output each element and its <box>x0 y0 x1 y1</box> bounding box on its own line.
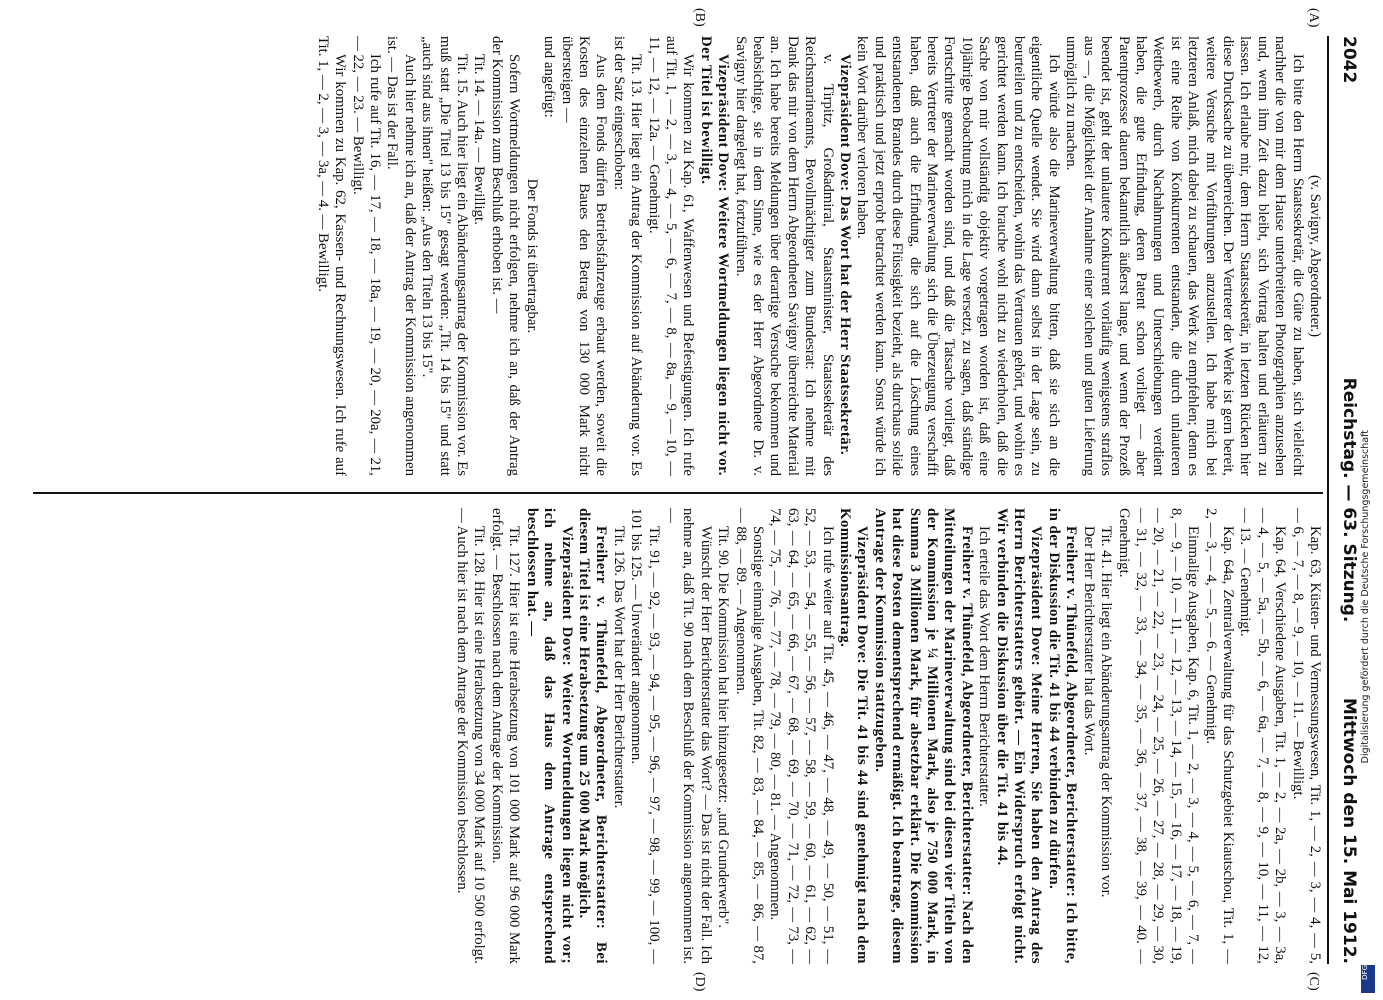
speaker-paragraph: Freiherr v. Thünefeld, Abgeordneter, Berichterstatter: Ich bitte, in der Diskussion die Tit. 41 bis 44 verbinden zu dürfen. <box>1045 508 1080 964</box>
paragraph: Tit. 127. Hier ist eine Herabsetzung von 101 000 Mark auf 96 000 Mark erfolgt. — Beschlossen nach dem Antrage der Kommission. <box>488 508 523 964</box>
quoted-paragraph: Aus dem Fonds dürfen Betriebsfahrzeuge erbaut werden, soweit die Kosten des einzelnen Baues den Betrag von 130 000 Mark nicht übersteigen — <box>558 36 610 476</box>
margin-letter-c: (C) <box>1306 972 1321 991</box>
paragraph: Ich bitte den Herrn Staatssekretär, die Güte zu haben, sich vielleicht nachher die von mir dem Hause unterbreiteten Photographien anzusehen und, wenn ihm Zeit dazu bleibt, sich Vortrag halten und erläutern zu lassen. Ich erlaube mir, dem Herrn Staatssekretär, in letzten Rücken hier diese Drucksache zu überreichen. Der Vertreter der Werke ist gern bereit, weitere Versuche mit Vorführungen anzustellen. Ich habe mich bei letzteren Anlaß, mich dabei zu schauen, das Werk zu empfehlen; denn es ist eine Reihe von Konkurrenten entstanden, die durch unlauteren Wettbewerb, durch Nachahmungen und Unterschiebungen verdient haben, die gute Erfindung, deren Patent schon vorliegt — aber Patentprozesse dauern bekanntlich äußerst lange, und wenn der Prozeß beendet ist, geht der unlautere Konkurrent vorläufig wenigstens straflos aus —, die Möglichkeit der Annahme einer solchen und guten Lieferung unmöglich zu machen. <box>1063 36 1306 476</box>
speaker-paragraph: Freiherr v. Thünefeld, Abgeordneter, Berichterstatter: Bei diesem Titel ist eine Herabsetzung um 25 000 Mark möglich. <box>575 508 610 964</box>
header-rule <box>1327 36 1329 964</box>
paragraph: Tit. 15. Auch hier liegt ein Abänderungsantrag der Kommission vor. Es muß statt „Die Titel 13 bis 15" gesagt werden: „Tit. 14 bis 15" und statt „auch sind aus ihnen" heißen: „Aus den Titeln 13 bis 15". <box>419 36 471 476</box>
page-number: 2042 <box>1339 36 1359 84</box>
paragraph: Ich würde also die Marineverwaltung bitten, daß sie sich an die eigentliche Quelle wendet. Sie wird dann selbst in der Lage sein, zu beurteilen und zu entscheiden, wohin das Vertrauen gehört, und wohin es gerichtet werden kann. Ich brauche wohl nicht zu wiederholen, daß die Sache von mir vollständig objektiv vorgetragen worden ist, daß eine 10jährige Beobachtung mich in die Lage versetzt, zu sagen, daß ständige Fortschritte gemacht worden sind, und daß die Tatsache vorliegt, daß bereits Vertreter der Marineverwaltung sich die Überzeugung verschafft haben, daß auch die Erfindung, die sich auf die Löschung eines entstandenen Brandes durch diese Flüssigkeit bezieht, als durchaus solide und praktisch und jetzt erprobt betrachtet werden kann. Sonst würde ich kein Wort darüber verloren haben. <box>854 36 1062 476</box>
page-title: Reichstag. — 63. Sitzung. <box>1339 377 1359 623</box>
paragraph: Tit. 91, — 92, — 93, — 94, — 95, — 96, — 97, — 98, — 99, — 100, — 101 bis 125. — Unverändert angenommen. <box>628 508 662 964</box>
paragraph: und angefügt: <box>541 36 558 118</box>
paragraph: Wir kommen zu Kap. 62, Kassen- und Rechnungswesen. Ich rufe auf Tit. 1, — 2, — 3, — 3a, — 4. — Bewilligt. <box>314 36 349 476</box>
dfg-logo-text: DFG <box>1361 965 1369 980</box>
dfg-logo <box>1361 965 1375 993</box>
quoted-paragraph: Der Fonds ist übertragbar. <box>523 178 540 334</box>
paragraph: Kap. 63, Küsten- und Vermessungswesen, Tit. 1, — 2, — 3, — 4, — 5, — 6, — 7, — 8, — 9, — 10, — 11. — Bewilligt. <box>1289 508 1323 964</box>
paragraph: Tit. 41. Hier liegt ein Abänderungsantrag der Kommission vor. <box>1098 526 1115 898</box>
speaker-paragraph: Vizepräsident Dove: Weitere Wortmeldungen liegen nicht vor. Der Titel ist bewilligt. <box>697 36 732 476</box>
margin-letter-b: (B) <box>692 8 707 27</box>
paragraph: Einmalige Ausgaben, Kap. 6, Tit. 1, — 2, — 3, — 4, — 5, — 6, — 7, — 8, — 9, — 10, — 11, — 12, — 13, — 14, — 15, — 16, — 17, — 18, — 19, — 20, — 21, — 22, — 23, — 24, — 25, — 26, — 27, — 28, — 29, — 30, — 31, — 32, — 33, — 34, — 35, — 36, — 37, — 38, — 39, — 40. — Genehmigt. <box>1115 508 1202 964</box>
paragraph: Ich rufe auf Tit. 16, — 17, — 18, — 18a, — 19, — 20, — 20a, — 21, — 22, — 23. — Bewilligt. <box>349 36 384 476</box>
speaker-paragraph: Freiherr v. Thünefeld, Abgeordneter, Berichterstatter: Nach den Mitteilungen der Marineverwaltung sind bei diesen vier Titeln von der Kommission je ¼ Millionen Mark, also je 750 000 Mark, in Summa 3 Millionen Mark, für absetzbar erklärt. Die Kommission hat diese Posten dementsprechend ermäßigt. Ich beantrage, diesem Antrage der Kommission stattzugeben. <box>871 508 975 964</box>
paragraph: Auch hier nehme ich an, daß der Antrag der Kommission angenommen ist. — Das ist der Fall. <box>384 36 418 477</box>
paragraph: Ich erteile das Wort dem Herrn Berichterstatter. <box>976 526 993 807</box>
speaker-paragraph: Vizepräsident Dove: Das Wort hat der Herr Staatssekretär. <box>837 54 854 456</box>
paragraph: (v. Savigny, Abgeordneter.) <box>1307 174 1323 338</box>
margin-letter-a: (A) <box>1306 8 1321 28</box>
paragraph: Ich rufe weiter auf Tit. 45, — 46, — 47, — 48, — 49, — 50, — 51, — 52, — 53, — 54, — 55, — 56, — 57, — 58, — 59, — 60, — 61, — 62, — 63, — 64, — 65, — 66, — 67, — 68, — 69, — 70, — 71, — 72, — 73, — 74, — 75, — 76, — 77, — 78, — 79, — 80, — 81. — Angenommen. <box>767 508 836 964</box>
paragraph: Sofern Wortmeldungen nicht erfolgen, nehme ich an, daß der Antrag der Kommission zum Beschluß erhoben ist. — <box>488 36 523 476</box>
speaker-paragraph: Vizepräsident Dove: Meine Herren, Sie haben den Antrag des Herrn Berichterstatters gehört. — Ein Widerspruch erfolgt nicht. Wir verbinden die Diskussion über die Tit. 41 bis 44. <box>993 508 1045 964</box>
margin-letter-d: (D) <box>692 972 707 992</box>
paragraph: Tit. 13. Hier liegt ein Antrag der Kommission auf Abänderung vor. Es ist der Satz eingeschoben: <box>610 36 645 476</box>
speaker-paragraph: Vizepräsident Dove: Weitere Wortmeldungen liegen nicht vor; ich nehme an, daß das Haus dem Antrage entsprechend beschlossen hat. — <box>523 508 575 964</box>
paragraph: Tit. 14. — 14a. — Bewilligt. <box>471 54 488 225</box>
column-divider <box>33 492 1323 494</box>
left-column <box>313 36 1323 476</box>
digitization-credit-text: Digitalisierung gefördert durch die Deutsche Forschungsgemeinschaft <box>1360 430 1371 764</box>
paragraph: Kap. 64a, Zentralverwaltung für das Schutzgebiet Kiautschou, Tit. 1, — 2, — 3, — 4, — 5, — 6. — Genehmigt. <box>1202 508 1236 964</box>
digitization-credit <box>1360 430 1378 985</box>
right-column <box>453 508 1323 964</box>
paragraph: Kap. 64, Verschiedene Ausgaben, Tit. 1, — 2, — 2a, — 2b, — 3, — 3a, — 4, — 5, — 5a, — 5b, — 6, — 6a, — 7, — 8, — 9, — 10, — 11, — 12, — 13. — Genehmigt. <box>1237 508 1289 964</box>
paragraph: Wir kommen zu Kap. 61, Waffenwesen und Befestigungen. Ich rufe auf Tit. 1, — 2, — 3, — 4, — 5, — 6, — 7, — 8, — 8a, — 9, — 10, — 11, — 12, — 12a. — Genehmigt. <box>645 36 697 476</box>
speaker-paragraph: Vizepräsident Dove: Die Tit. 41 bis 44 sind genehmigt nach dem Kommissionsantrag. <box>837 508 871 964</box>
paragraph: Sonstige einmalige Ausgaben, Tit. 82, — 83, — 84, — 85, — 86, — 87, — 88, — 89. — Angenommen. <box>732 508 766 964</box>
page-date: Mittwoch den 15. Mai 1912. <box>1339 697 1359 964</box>
paragraph: v. Tirpitz, Großadmiral, Staatsminister, Staatssekretär des Reichsmarineamts, Bevollmächtigter zum Bundesrat: Ich nehme mit Dank das mir von dem Herrn Abgeordneten Savigny überreichte Material an. Ich habe bereits Meldungen über derartige Versuche bekommen und beabsichtige, sie in dem Sinne, wie es der Herr Abgeordnete Dr. v. Savigny hier dargelegt hat, fortzuführen. <box>732 36 836 476</box>
paragraph: Wünscht der Herr Berichterstatter das Wort? — Das ist nicht der Fall. Ich nehme an, daß Tit. 90 nach dem Beschluß der Kommission angenommen ist. — <box>662 508 714 964</box>
paragraph: Tit. 90. Die Kommission hat hier hinzugesetzt: „und Grunderwerb". <box>715 526 732 929</box>
paragraph: Tit. 128. Hier ist eine Herabsetzung von 34 000 Mark auf 10 500 erfolgt. — Auch hier ist nach dem Antrage der Kommission beschlossen. <box>454 508 488 964</box>
paragraph: Tit. 126. Das Wort hat der Herr Berichterstatter. <box>610 526 627 809</box>
page-header <box>1333 36 1363 964</box>
paragraph: Der Herr Berichterstatter hat das Wort. <box>1080 526 1097 756</box>
